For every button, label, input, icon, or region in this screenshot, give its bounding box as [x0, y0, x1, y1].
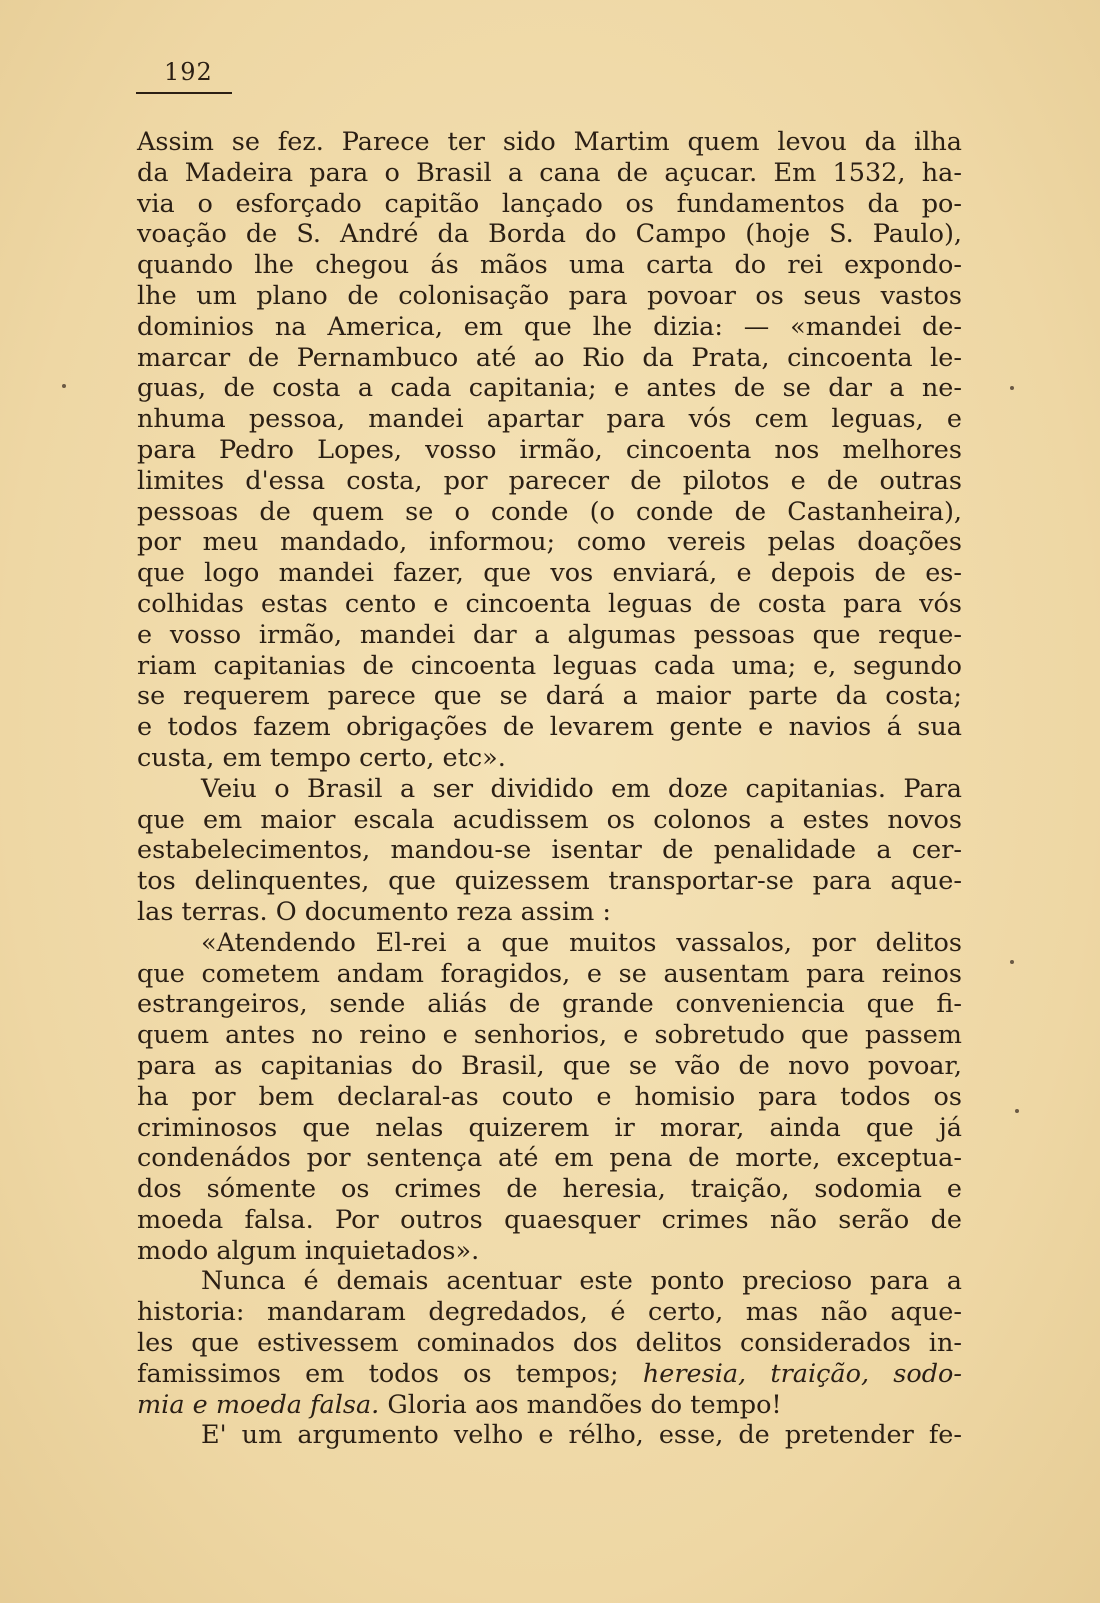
text-line: criminosos que nelas quizerem ir morar, ainda que já — [137, 1112, 962, 1143]
text-line: colhidas estas cento e cincoenta leguas de costa para vós — [137, 588, 962, 619]
text-line: moeda falsa. Por outros quaesquer crimes não serão de — [137, 1204, 962, 1235]
margin-speck — [1010, 960, 1014, 964]
text-line: se requerem parece que se dará a maior parte da costa; — [137, 681, 962, 712]
margin-speck — [62, 384, 66, 388]
text-line: custa, em tempo certo, etc». — [137, 742, 506, 773]
text-line: marcar de Pernambuco até ao Rio da Prata, cincoenta le- — [137, 342, 962, 373]
text-line: lhe um plano de colonisação para povoar os seus vastos — [137, 280, 962, 311]
text-line: modo algum inquietados». — [137, 1235, 480, 1266]
text-line: para as capitanias do Brasil, que se vão de novo povoar, — [137, 1050, 962, 1081]
italic-segment: mia e moeda falsa. — [137, 1389, 380, 1420]
text-line: las terras. O documento reza assim : — [137, 896, 611, 927]
text-line: «Atendendo El-rei a que muitos vassalos, por delitos — [201, 927, 962, 958]
text-line: estrangeiros, sende aliás de grande conveniencia que fi- — [137, 989, 962, 1020]
text-line: quando lhe chegou ás mãos uma carta do rei expondo- — [137, 250, 962, 281]
text-line: condenádos por sentença até em pena de morte, exceptua- — [137, 1143, 962, 1174]
text-line: guas, de costa a cada capitania; e antes de se dar a ne- — [137, 373, 962, 404]
text-line: dominios na America, em que lhe dizia: — «mandei de- — [137, 311, 962, 342]
text-line: dos sómente os crimes de heresia, traição, sodomia e — [137, 1174, 962, 1205]
text-line: pessoas de quem se o conde (o conde de Castanheira), — [137, 496, 962, 527]
text-line: que em maior escala acudissem os colonos a estes novos — [137, 804, 962, 835]
text-line: nhuma pessoa, mandei apartar para vós cem leguas, e — [137, 404, 962, 435]
text-line: e vosso irmão, mandei dar a algumas pessoas que reque- — [137, 619, 962, 650]
text-line: Assim se fez. Parece ter sido Martim quem levou da ilha — [137, 127, 962, 157]
margin-speck — [1010, 386, 1014, 390]
text-line: da Madeira para o Brasil a cana de açucar. Em 1532, ha- — [137, 157, 962, 188]
text-line: riam capitanias de cincoenta leguas cada uma; e, segundo — [137, 650, 962, 681]
text-line: ha por bem declaral-as couto e homisio para todos os — [137, 1081, 962, 1112]
header-rule — [136, 92, 232, 94]
italic-segment: heresia, traição, sodo- — [642, 1358, 962, 1389]
text-line — [137, 1390, 962, 1421]
text-line: les que estivessem cominados dos delitos considerados in- — [137, 1328, 962, 1359]
text-line: via o esforçado capitão lançado os fundamentos da po- — [137, 188, 962, 219]
text-line: estabelecimentos, mandou-se isentar de penalidade a cer- — [137, 835, 962, 866]
text-segment: famissimos em todos os tempos; — [137, 1358, 619, 1389]
margin-speck — [1015, 1109, 1019, 1113]
text-line: tos delinquentes, que quizessem transportar-se para aque- — [137, 866, 962, 897]
page-number: 192 — [164, 58, 213, 86]
text-line: quem antes no reino e senhorios, e sobretudo que passem — [137, 1020, 962, 1051]
text-line: que cometem andam foragidos, e se ausentam para reinos — [137, 958, 962, 989]
text-line: voação de S. André da Borda do Campo (hoje S. Paulo), — [137, 219, 962, 250]
text-line: limites d'essa costa, por parecer de pilotos e de outras — [137, 465, 962, 496]
text-line: Veiu o Brasil a ser dividido em doze capitanias. Para — [201, 773, 962, 804]
text-line: e todos fazem obrigações de levarem gente e navios á sua — [137, 712, 962, 743]
text-line: que logo mandei fazer, que vos enviará, e depois de es- — [137, 558, 962, 589]
text-line — [137, 1359, 962, 1390]
text-segment: Gloria aos mandões do tempo! — [387, 1389, 782, 1420]
body-text — [137, 127, 962, 1451]
text-line: historia: mandaram degredados, é certo, mas não aque- — [137, 1297, 962, 1328]
text-line: Nunca é demais acentuar este ponto precioso para a — [201, 1266, 962, 1297]
text-line: E' um argumento velho e rélho, esse, de pretender fe- — [201, 1420, 962, 1451]
text-line: por meu mandado, informou; como vereis pelas doações — [137, 527, 962, 558]
text-line: para Pedro Lopes, vosso irmão, cincoenta nos melhores — [137, 434, 962, 465]
